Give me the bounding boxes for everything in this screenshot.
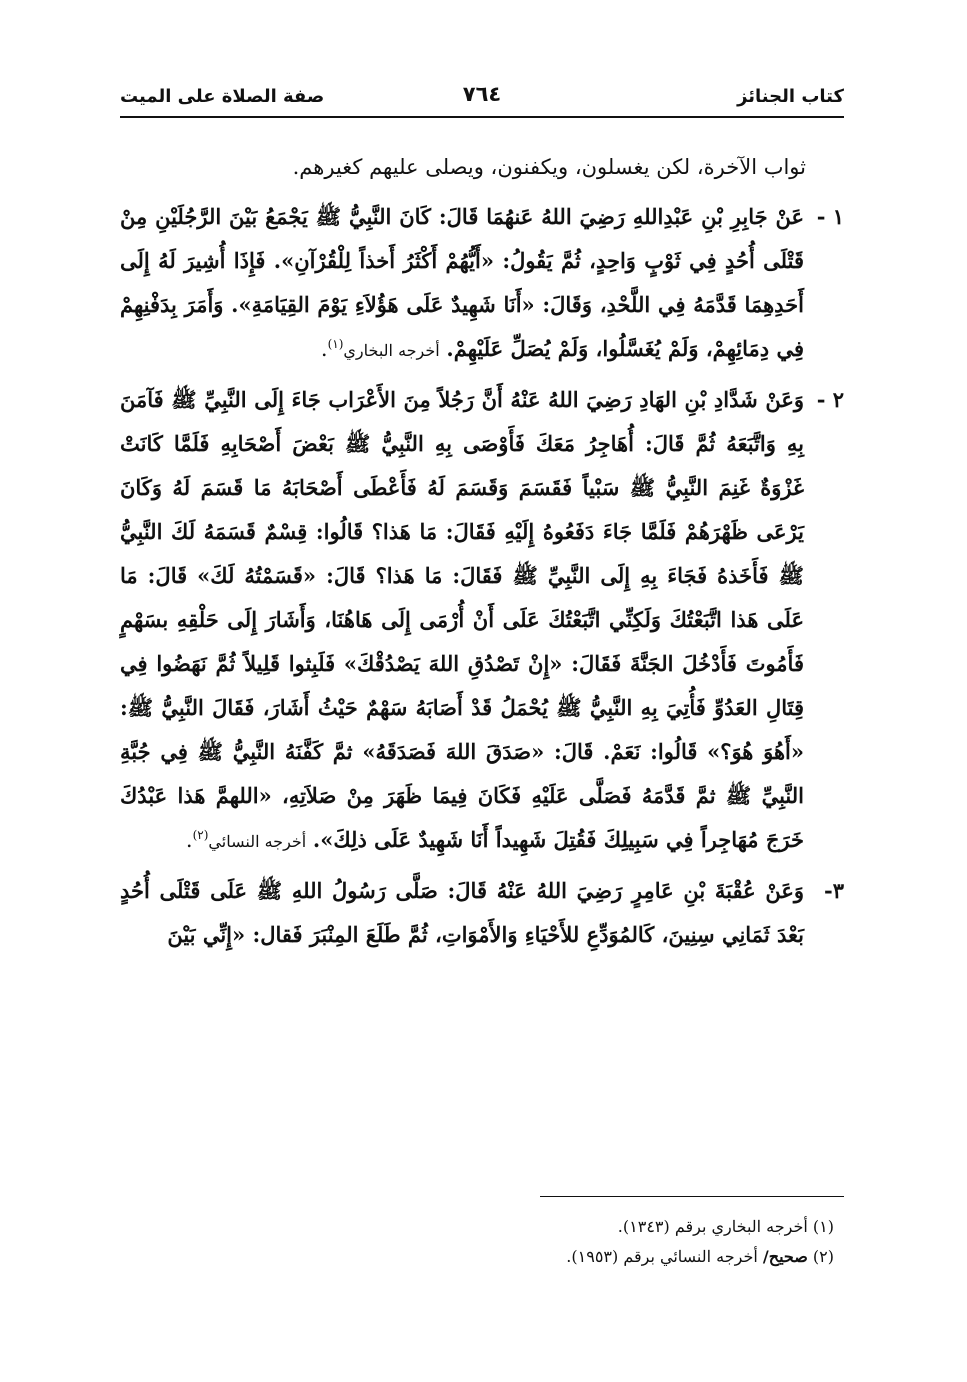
footnote-ref: (٢) <box>192 828 209 842</box>
hadith-number: ٢ - <box>816 387 844 412</box>
intro-paragraph: ثواب الآخرة، لكن يغسلون، ويكفنون، ويصلى عليهم كغيرهم. <box>292 155 806 179</box>
hadith-source: أخرجه البخاري <box>343 341 440 360</box>
hadith-text: عَنْ جَابِرِ بْنِ عَبْدِاللهِ رَضِيَ اللهُ عَنهُمَا قَالَ: كَانَ النَّبِيُّ ﷺ يَجْمَعُ بَيْنَ الرَّجُلَيْنِ مِنْ قَتْلَى أُحُدٍ فِي ثَوْبٍ وَاحِدٍ، ثُمَّ يَقُولُ: «أَيُّهُمْ أَكْثَرُ أَخذاً لِلْقُرْآنِ». فَإِذَا أُشِيرَ لَهُ إِلَى أَحَدِهِمَا قَدَّمَهُ فِي اللَّحْدِ، وَقَالَ: «أَنَا شَهِيدٌ عَلَى هَؤُلاَءِ يَوْمَ القِيَامَةِ». وَأَمَرَ بِدَفْنِهِمْ فِي دِمَائِهِمْ، وَلَمْ يُغَسَّلُوا، وَلَمْ يُصَلِّ عَلَيْهِمْ. <box>120 204 804 361</box>
hadith-text: وَعَنْ عُقْبَةَ بْنِ عَامِرٍ رَضِيَ اللهُ عَنْهُ قَالَ: صَلَّى رَسُولُ اللهِ ﷺ عَلَى قَتْلَى أُحُدٍ بَعْدَ ثَمَانِي سِنِينَ، كَالمُوَدِّعِ للأَحْيَاءِ وَالأَمْوَاتِ، ثُمَّ طَلَعَ المِنْبَرَ فَقال: «إِنِّي بَيْنَ <box>120 878 804 947</box>
page-header <box>120 82 844 118</box>
main-text <box>120 146 844 957</box>
hadith-2: ٢ - وَعَنْ شَدَّادِ بْنِ الهَادِ رَضِيَ اللهُ عَنْهُ أَنَّ رَجُلاً مِنَ الأَعْرَاب جَاءَ إِلَى النَّبِيِّ ﷺ فَآمَنَ بِهِ وَاتَّبَعَهُ ثُمَّ قَالَ: أُهَاجِرُ مَعَكَ فَأَوْصَى بِهِ النَّبِيُّ ﷺ بَعْضَ أَصْحَابِهِ فَلَمَّا كَانَتْ غَزْوَةٌ غَنِمَ النَّبِيُّ ﷺ سَبْياً فَقَسَمَ وَقَسَمَ لَهُ فَأَعْطَى أَصْحَابَهُ مَا قَسَمَ لَهُ وَكَانَ يَرْعَى ظَهْرَهُمْ فَلَمَّا جَاءَ دَفَعُوهُ إِلَيْهِ فَقَالَ: مَا هَذا؟ قَالُوا: قِسْمٌ قَسَمَهُ لَكَ النَّبِيُّ ﷺ فَأَخَذهُ فَجَاءَ بِهِ إِلَى النَّبِيِّ ﷺ فَقَالَ: مَا هَذا؟ قَالَ: «قَسَمْتُهُ لَكَ» قَالَ: مَا عَلَى هَذا اتَّبَعْتُكَ وَلَكِنِّي اتَّبَعْتُكَ عَلَى أَنْ أُرْمَى إِلَى هَاهُنَا، وَأَشَارَ إِلَى حَلْقِهِ بسَهْمٍ فَأَمُوتَ فَأَدْخُلَ الجَنَّةَ فَقَالَ: «إِنْ تَصْدُقِ اللهَ يَصْدُقْكَ» فَلَبِثوا قَلِيلاً ثُمَّ نَهَضُوا فِي قِتَالِ العَدُوِّ فَأُتِيَ بِهِ النَّبِيُّ ﷺ يُحْمَلُ قَدْ أَصَابَهُ سَهْمٌ حَيْثُ أَشَارَ، فَقَالَ النَّبِيُّ ﷺ: «أَهُوَ هُوَ؟» قَالُوا: نَعَمْ. قَالَ: «صَدَقَ اللهَ فَصَدَقَهُ» ثمَّ كَفَّنَهُ النَّبِيُّ ﷺ فِي جُبَّةِ النَّبِيِّ ﷺ ثمَّ قَدَّمَهُ فَصَلَّى عَلَيْهِ فَكَانَ فِيمَا ظَهَرَ مِنْ صَلاَتِهِ، «اللهمَّ هَذا عَبْدُكَ خَرَجَ مُهَاجِراً فِي سَبِيلِكَ فَقُتِلَ شَهِيداً أَنَا شَهِيدٌ عَلَى ذلِكَ». أخرجه النسائي$^{(٢)}$. <box>120 378 844 863</box>
footnote-2 <box>120 1242 834 1272</box>
section-title: صفة الصلاة على الميت <box>120 86 325 107</box>
hadith-1: ١ - عَنْ جَابِرِ بْنِ عَبْدِاللهِ رَضِيَ اللهُ عَنهُمَا قَالَ: كَانَ النَّبِيُّ ﷺ يَجْمَعُ بَيْنَ الرَّجُلَيْنِ مِنْ قَتْلَى أُحُدٍ فِي ثَوْبٍ وَاحِدٍ، ثُمَّ يَقُولُ: «أَيُّهُمْ أَكْثَرُ أَخذاً لِلْقُرْآنِ». فَإِذَا أُشِيرَ لَهُ إِلَى أَحَدِهِمَا قَدَّمَهُ فِي اللَّحْدِ، وَقَالَ: «أَنَا شَهِيدٌ عَلَى هَؤُلاَءِ يَوْمَ القِيَامَةِ». وَأَمَرَ بِدَفْنِهِمْ فِي دِمَائِهِمْ، وَلَمْ يُغَسَّلُوا، وَلَمْ يُصَلِّ عَلَيْهِمْ. أخرجه البخاري$^{(١)}$. <box>120 195 844 372</box>
footnote-ref: (١) <box>327 337 344 351</box>
footnotes <box>120 1212 844 1272</box>
header-divider <box>120 116 844 118</box>
hadith-text: وَعَنْ شَدَّادِ بْنِ الهَادِ رَضِيَ اللهُ عَنْهُ أَنَّ رَجُلاً مِنَ الأَعْرَاب جَاءَ إِلَى النَّبِيِّ ﷺ فَآمَنَ بِهِ وَاتَّبَعَهُ ثُمَّ قَالَ: أُهَاجِرُ مَعَكَ فَأَوْصَى بِهِ النَّبِيُّ ﷺ بَعْضَ أَصْحَابِهِ فَلَمَّا كَانَتْ غَزْوَةٌ غَنِمَ النَّبِيُّ ﷺ سَبْياً فَقَسَمَ وَقَسَمَ لَهُ فَأَعْطَى أَصْحَابَهُ مَا قَسَمَ لَهُ وَكَانَ يَرْعَى ظَهْرَهُمْ فَلَمَّا جَاءَ دَفَعُوهُ إِلَيْهِ فَقَالَ: مَا هَذا؟ قَالُوا: قِسْمٌ قَسَمَهُ لَكَ النَّبِيُّ ﷺ فَأَخَذهُ فَجَاءَ بِهِ إِلَى النَّبِيِّ ﷺ فَقَالَ: مَا هَذا؟ قَالَ: «قَسَمْتُهُ لَكَ» قَالَ: مَا عَلَى هَذا اتَّبَعْتُكَ وَلَكِنِّي اتَّبَعْتُكَ عَلَى أَنْ أُرْمَى إِلَى هَاهُنَا، وَأَشَارَ إِلَى حَلْقِهِ بسَهْمٍ فَأَمُوتَ فَأَدْخُلَ الجَنَّةَ فَقَالَ: «إِنْ تَصْدُقِ اللهَ يَصْدُقْكَ» فَلَبِثوا قَلِيلاً ثُمَّ نَهَضُوا فِي قِتَالِ العَدُوِّ فَأُتِيَ بِهِ النَّبِيُّ ﷺ يُحْمَلُ قَدْ أَصَابَهُ سَهْمٌ حَيْثُ أَشَارَ، فَقَالَ النَّبِيُّ ﷺ: «أَهُوَ هُوَ؟» قَالُوا: نَعَمْ. قَالَ: «صَدَقَ اللهَ فَصَدَقَهُ» ثمَّ كَفَّنَهُ النَّبِيُّ ﷺ فِي جُبَّةِ النَّبِيِّ ﷺ ثمَّ قَدَّمَهُ فَصَلَّى عَلَيْهِ فَكَانَ فِيمَا ظَهَرَ مِنْ صَلاَتِهِ، «اللهمَّ هَذا عَبْدُكَ خَرَجَ مُهَاجِراً فِي سَبِيلِكَ فَقُتِلَ شَهِيداً أَنَا شَهِيدٌ عَلَى ذلِكَ». <box>120 387 804 852</box>
footnote-grade: صحيح/ <box>762 1247 808 1266</box>
hadith-3 <box>120 869 844 957</box>
footnote-divider <box>540 1196 844 1197</box>
footnote-number: (٢) <box>812 1247 834 1266</box>
hadith-number: ١ - <box>816 204 844 229</box>
page-number: ٧٦٤ <box>462 82 502 106</box>
footnote-text: أخرجه البخاري برقم (١٣٤٣). <box>617 1217 808 1236</box>
hadith-number: ٣- <box>824 878 844 903</box>
chapter-title: كتاب الجنائز <box>737 86 844 107</box>
footnote-1 <box>120 1212 834 1242</box>
hadith-source: أخرجه النسائي <box>208 832 307 851</box>
footnote-text: أخرجه النسائي برقم (١٩٥٣). <box>566 1247 758 1266</box>
footnote-number: (١) <box>812 1217 834 1236</box>
